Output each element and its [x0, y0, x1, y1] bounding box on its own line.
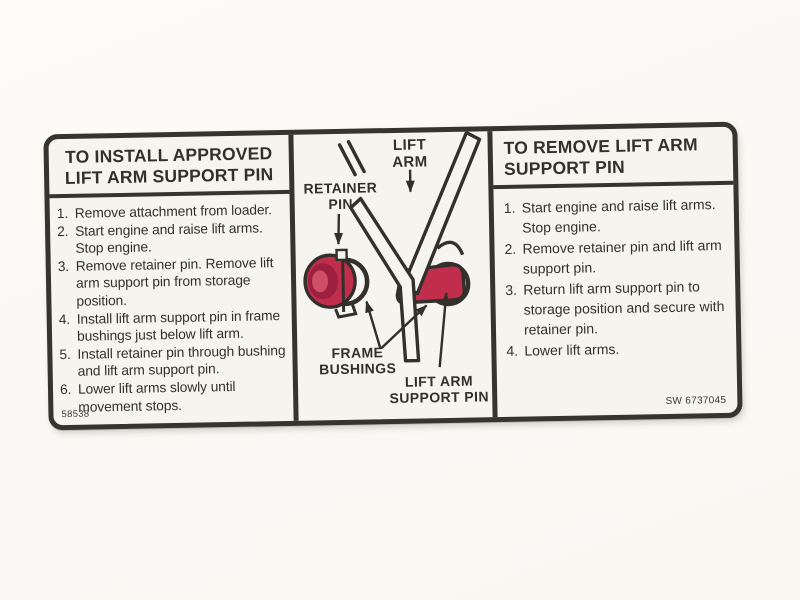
remove-step-3 — [505, 275, 732, 340]
remove-title — [492, 127, 733, 185]
lift-arm-label-line1: LIFT — [392, 136, 427, 154]
step-text: Return lift arm support pin to storage position and secure with retainer pin. — [523, 278, 725, 339]
support-pin-label-line1: LIFT ARM — [404, 372, 474, 390]
install-step-6 — [60, 377, 290, 416]
remove-panel — [492, 127, 737, 417]
decal-sw-number: SW 6737045 — [665, 394, 727, 408]
remove-steps — [493, 185, 736, 362]
step-text: Start engine and raise lift arms. Stop engine. — [521, 196, 716, 237]
install-step-5 — [59, 342, 289, 381]
install-panel — [48, 135, 293, 425]
step-text: Remove retainer pin. Remove lift arm support pin from storage position. — [75, 254, 274, 309]
retainer-pin-label-line2: PIN — [328, 195, 354, 213]
support-pin-label-line2: SUPPORT PIN — [389, 388, 490, 407]
diagram-panel — [293, 131, 492, 421]
frame-bushings-label-line2: BUSHINGS — [318, 359, 397, 378]
install-title-line1: TO INSTALL APPROVED — [64, 143, 273, 167]
decal-part-number: 58538 — [61, 408, 90, 421]
lift-arm-band-lower — [351, 198, 419, 362]
install-title-line2: LIFT ARM SUPPORT PIN — [64, 164, 274, 188]
bushing-hook-line — [437, 242, 462, 255]
retainer-pin-arrow — [338, 214, 340, 244]
remove-step-4 — [506, 337, 732, 362]
stored-pin-assembly — [305, 249, 368, 317]
step-text: Lower lift arms. — [524, 340, 620, 359]
safety-instruction-decal — [43, 122, 742, 431]
step-text: Remove attachment from loader. — [74, 202, 273, 221]
step-number: 1. — [503, 199, 516, 216]
install-steps — [50, 194, 294, 416]
break-marks-icon — [340, 142, 365, 175]
install-step-2 — [57, 219, 287, 258]
lift-arm-label-line2: ARM — [392, 153, 428, 171]
retainer-pin-label-line1: RETAINER — [303, 179, 378, 197]
install-step-3 — [58, 254, 288, 311]
pin-location-diagram — [293, 131, 492, 421]
retainer-pin-clip — [337, 250, 347, 260]
remove-title-line1: TO REMOVE LIFT ARM — [503, 134, 698, 158]
install-step-4 — [59, 307, 289, 346]
step-number: 5. — [59, 346, 71, 362]
step-text: Start engine and raise lift arms. Stop engine. — [74, 219, 263, 257]
step-number: 3. — [505, 281, 518, 298]
step-number: 6. — [59, 381, 72, 398]
step-number: 2. — [504, 240, 517, 257]
step-text: Lower lift arms slowly until movement stops. — [77, 378, 236, 415]
remove-step-1 — [504, 194, 731, 239]
step-text: Install retainer pin through bushing and lift arm support pin. — [77, 342, 286, 380]
step-number: 3. — [57, 258, 70, 274]
step-number: 4. — [58, 311, 71, 327]
step-number: 4. — [506, 342, 519, 359]
frame-bushings-label-line1: FRAME — [331, 344, 384, 362]
step-number: 2. — [56, 223, 69, 239]
step-number: 1. — [56, 205, 69, 222]
install-title — [48, 135, 289, 194]
step-text: Install lift arm support pin in frame bushings just below lift arm. — [76, 307, 281, 344]
frame-bushing-arrow-left — [366, 301, 380, 348]
remove-title-line2: SUPPORT PIN — [503, 156, 626, 179]
remove-step-2 — [504, 235, 731, 280]
step-text: Remove retainer pin and lift arm support pin. — [522, 236, 722, 277]
